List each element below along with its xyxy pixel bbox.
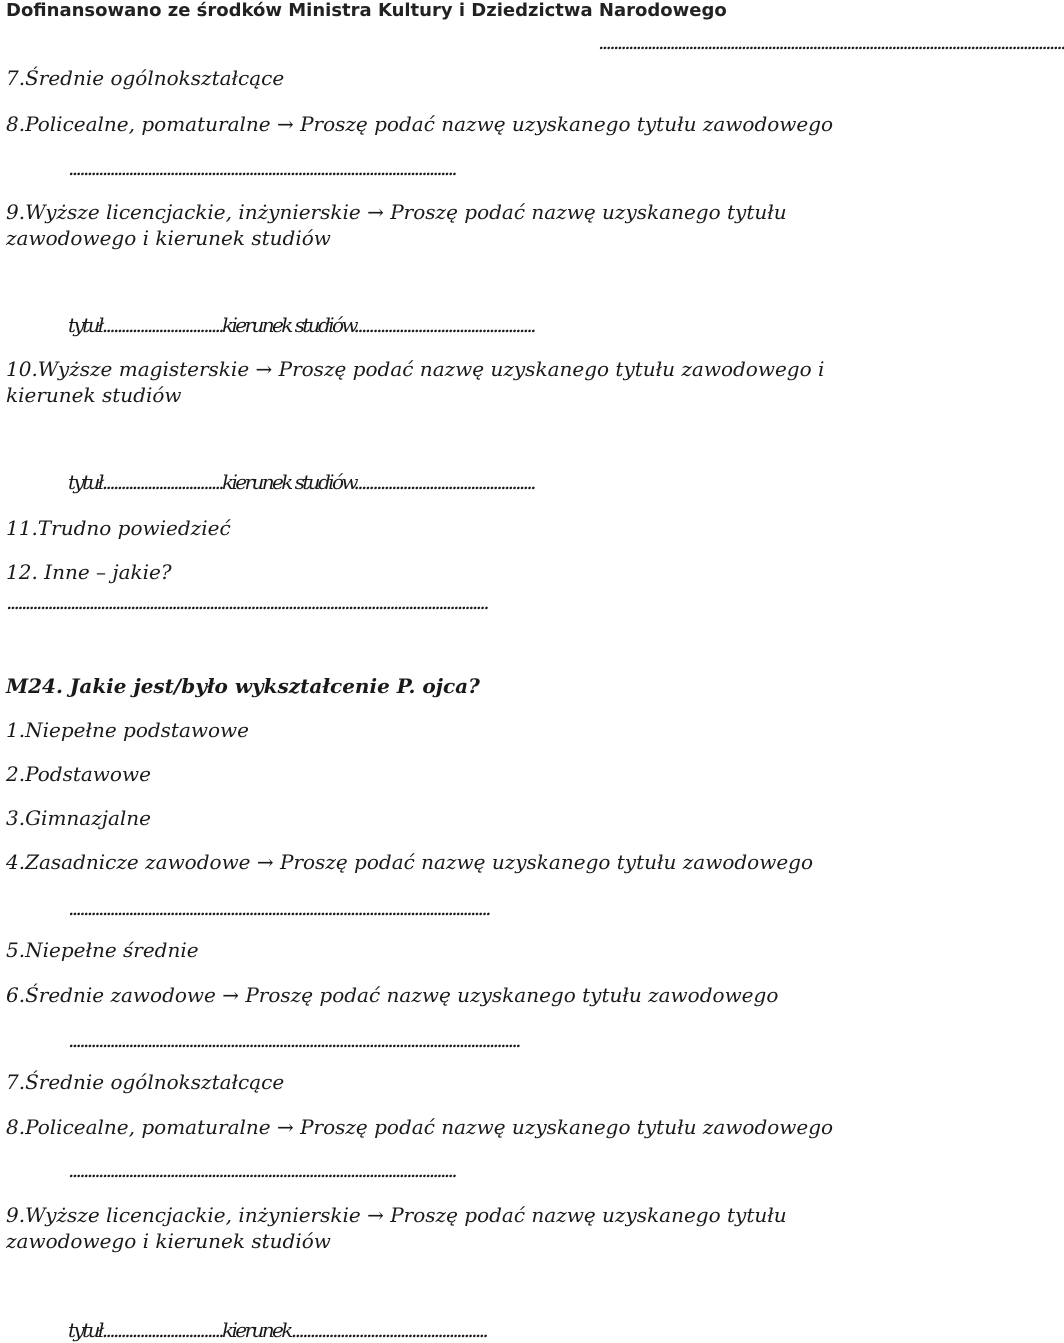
fill-line: ............................................................................................................................ (598, 30, 1064, 54)
answer-5: 5.Niepełne średnie (6, 938, 199, 962)
answer-1: 1.Niepełne podstawowe (6, 718, 249, 742)
option-8-fill-line: ....................................................................................................... (68, 156, 456, 180)
option-11: 11.Trudno powiedzieć (6, 516, 231, 540)
answer-6: 6.Średnie zawodowe → Proszę podać nazwę uzyskanego tytułu zawodowego (6, 983, 779, 1007)
option-10-line2: kierunek studiów (6, 383, 182, 407)
option-9-fill-line: tytuł................................kierunek studiów................................................ (68, 313, 534, 337)
answer-3: 3.Gimnazjalne (6, 806, 151, 830)
option-8: 8.Policealne, pomaturalne → Proszę podać nazwę uzyskanego tytułu zawodowego (6, 112, 834, 136)
answer-7: 7.Średnie ogólnokształcące (6, 1070, 285, 1094)
option-7: 7.Średnie ogólnokształcące (6, 66, 285, 90)
question-title: M24. Jakie jest/było wykształcenie P. ojca? (6, 674, 480, 698)
answer-8: 8.Policealne, pomaturalne → Proszę podać nazwę uzyskanego tytułu zawodowego (6, 1115, 834, 1139)
option-9-line2: zawodowego i kierunek studiów (6, 226, 331, 250)
option-10-fill-line: tytuł................................kierunek studiów................................................ (68, 470, 534, 494)
option-10-line1: 10.Wyższe magisterskie → Proszę podać nazwę uzyskanego tytułu zawodowego i (6, 357, 825, 381)
answer-4-fill-line: ................................................................................................................ (68, 896, 489, 920)
option-12-fill-line: ................................................................................................................................ (6, 590, 487, 614)
answer-8-fill-line: ....................................................................................................... (68, 1158, 456, 1182)
answer-9-line1: 9.Wyższe licencjackie, inżynierskie → Proszę podać nazwę uzyskanego tytułu (6, 1203, 787, 1227)
option-12: 12. Inne – jakie? (6, 560, 172, 584)
answer-9-fill-line: tytuł................................kierunek.................................................... (68, 1318, 487, 1342)
answer-2: 2.Podstawowe (6, 762, 151, 786)
option-9-line1: 9.Wyższe licencjackie, inżynierskie → Proszę podać nazwę uzyskanego tytułu (6, 200, 787, 224)
answer-9-line2: zawodowego i kierunek studiów (6, 1229, 331, 1253)
answer-6-fill-line: ........................................................................................................................ (68, 1028, 519, 1052)
answer-4: 4.Zasadnicze zawodowe → Proszę podać nazwę uzyskanego tytułu zawodowego (6, 850, 814, 874)
page-header: Dofinansowano ze środków Ministra Kultury i Dziedzictwa Narodowego (6, 0, 727, 21)
